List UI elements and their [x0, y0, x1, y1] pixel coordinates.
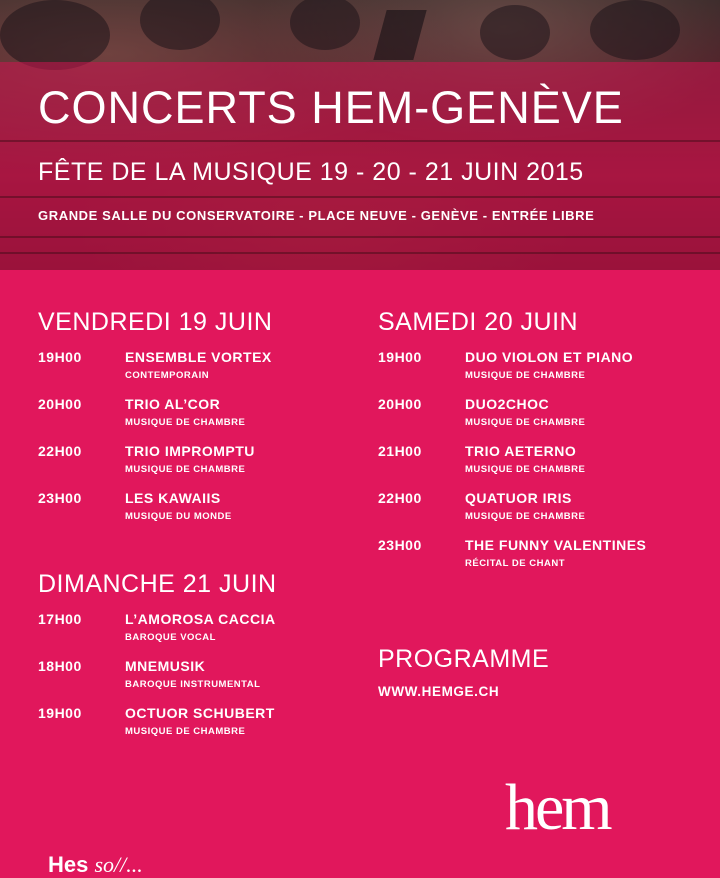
event-row: [378, 443, 646, 490]
event-name: ENSEMBLE VORTEX: [125, 349, 272, 365]
event-row: [38, 443, 272, 490]
decor-line: [0, 236, 720, 238]
event-time: 20H00: [38, 396, 82, 412]
photo-shape: [140, 0, 220, 50]
event-row: [378, 396, 646, 443]
event-name: MNEMUSIK: [125, 658, 206, 674]
event-genre: BAROQUE VOCAL: [125, 632, 216, 643]
event-time: 23H00: [38, 490, 82, 506]
event-time: 23H00: [378, 537, 422, 553]
event-genre: MUSIQUE DU MONDE: [125, 511, 232, 522]
event-subtitle: FÊTE DE LA MUSIQUE 19 - 20 - 21 JUIN 2015: [38, 158, 584, 186]
day-title: VENDREDI 19 JUIN: [38, 308, 273, 336]
event-name: L’AMOROSA CACCIA: [125, 611, 276, 627]
decor-line: [0, 196, 720, 198]
venue-line: GRANDE SALLE DU CONSERVATOIRE - PLACE NEUVE - GENÈVE - ENTRÉE LIBRE: [38, 208, 595, 223]
event-name: QUATUOR IRIS: [465, 490, 572, 506]
event-name: THE FUNNY VALENTINES: [465, 537, 647, 553]
event-genre: RÉCITAL DE CHANT: [465, 558, 566, 569]
event-name: DUO VIOLON ET PIANO: [465, 349, 634, 365]
decor-line: [0, 252, 720, 254]
event-name: OCTUOR SCHUBERT: [125, 705, 275, 721]
event-time: 22H00: [38, 443, 82, 459]
event-name: TRIO AL’COR: [125, 396, 221, 412]
event-row: [38, 705, 277, 752]
event-genre: CONTEMPORAIN: [125, 370, 210, 381]
day-title: DIMANCHE 21 JUIN: [38, 570, 277, 598]
event-genre: MUSIQUE DE CHAMBRE: [465, 417, 586, 428]
hes-so-logo: [48, 852, 143, 878]
sponsor-bold: Hes: [48, 852, 89, 877]
event-time: 19H00: [38, 349, 82, 365]
event-genre: MUSIQUE DE CHAMBRE: [125, 417, 246, 428]
hem-logo: [505, 771, 655, 870]
event-time: 19H00: [378, 349, 422, 365]
event-time: 22H00: [378, 490, 422, 506]
day-saturday: [378, 308, 646, 584]
event-time: 21H00: [378, 443, 422, 459]
event-name: TRIO IMPROMPTU: [125, 443, 255, 459]
event-genre: MUSIQUE DE CHAMBRE: [465, 464, 586, 475]
photo-shape: [290, 0, 360, 50]
event-time: 19H00: [38, 705, 82, 721]
event-time: 18H00: [38, 658, 82, 674]
event-row: [378, 349, 646, 396]
event-row: [38, 611, 277, 658]
event-genre: MUSIQUE DE CHAMBRE: [465, 370, 586, 381]
event-row: [38, 396, 272, 443]
event-name: DUO2CHOC: [465, 396, 550, 412]
day-sunday: [38, 570, 277, 752]
photo-shape: [0, 0, 110, 70]
event-row: [378, 490, 646, 537]
event-name: LES KAWAIIS: [125, 490, 221, 506]
logo-text: hem: [505, 771, 610, 844]
event-genre: MUSIQUE DE CHAMBRE: [465, 511, 586, 522]
programme-title: PROGRAMME: [378, 645, 550, 673]
decor-line: [0, 140, 720, 142]
photo-shape: [373, 10, 426, 60]
event-genre: BAROQUE INSTRUMENTAL: [125, 679, 261, 690]
event-row: [38, 349, 272, 396]
event-time: 17H00: [38, 611, 82, 627]
day-friday: [38, 308, 272, 537]
header-banner: [0, 0, 720, 270]
website-link[interactable]: WWW.HEMGE.CH: [378, 684, 500, 699]
event-row: [38, 490, 272, 537]
event-row: [38, 658, 277, 705]
event-time: 20H00: [378, 396, 422, 412]
sponsor-script: so//...: [94, 852, 143, 877]
event-genre: MUSIQUE DE CHAMBRE: [125, 726, 246, 737]
photo-shape: [590, 0, 680, 60]
programme-section: [378, 645, 549, 699]
event-name: TRIO AETERNO: [465, 443, 577, 459]
page-title: CONCERTS HEM-GENÈVE: [38, 82, 624, 133]
event-genre: MUSIQUE DE CHAMBRE: [125, 464, 246, 475]
day-title: SAMEDI 20 JUIN: [378, 308, 579, 336]
photo-shape: [480, 5, 550, 60]
event-row: [378, 537, 646, 584]
